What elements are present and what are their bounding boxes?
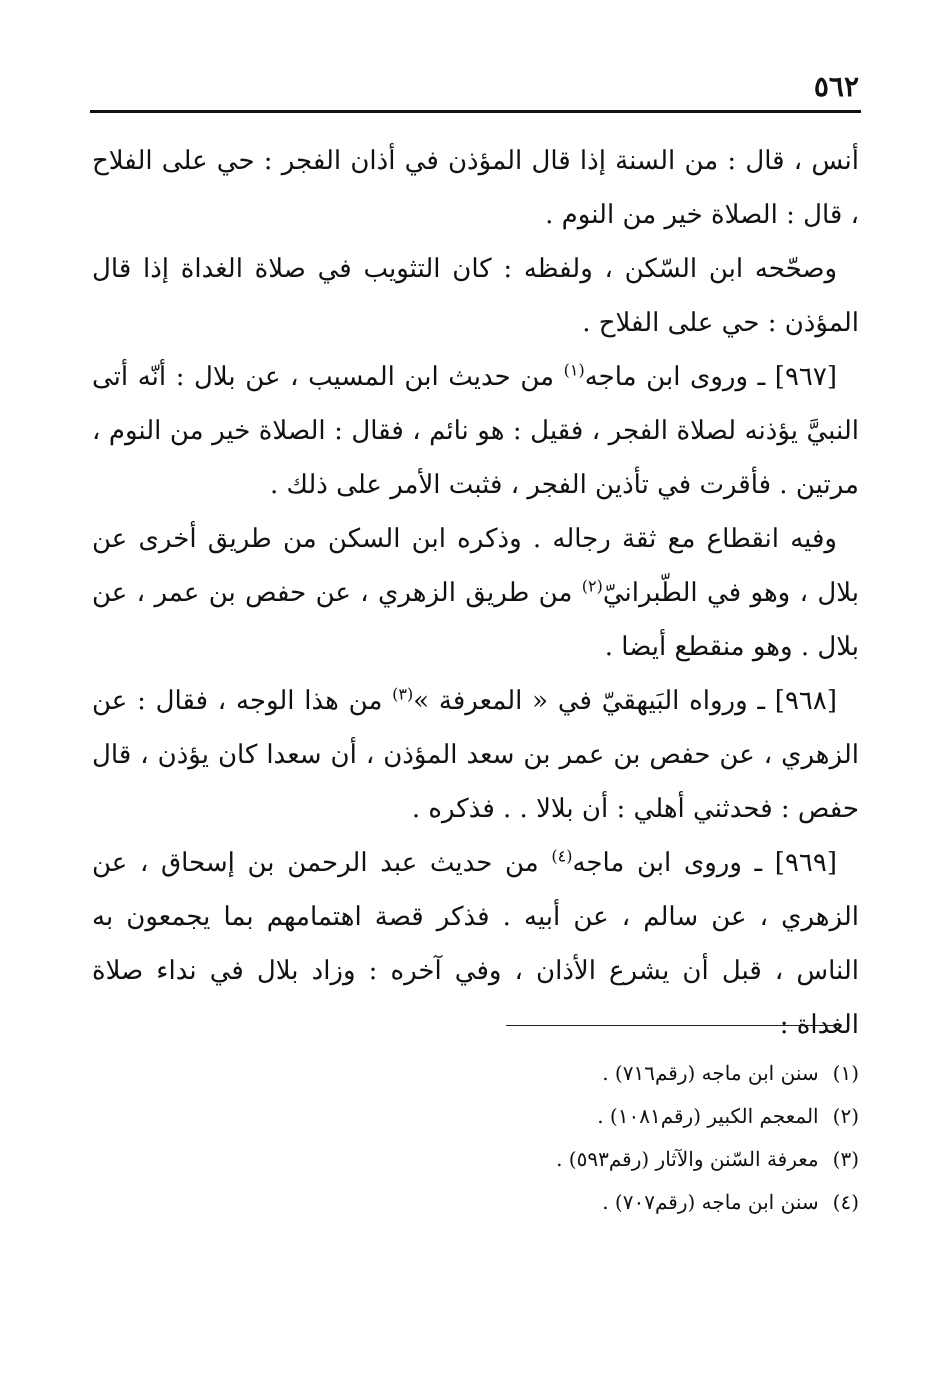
paragraph-text: من طريق الزهري ، عن حفص بن عمر ، عن بلال . وهو منقطع أيضا . [92,578,859,662]
footnote-reference[interactable]: (٤) [551,846,573,866]
paragraph-text: [٩٦٩] ـ وروى ابن ماجه [572,848,838,878]
footnotes [92,1052,859,1224]
paragraph-text: من حديث ابن المسيب ، عن بلال : أنّه أتى النبيَّ يؤذنه لصلاة الفجر ، فقيل : هو نائم ، فقال : الصلاة خير من النوم ، مرتين . فأقرت في تأذين الفجر ، فثبت الأمر على ذلك . [92,362,859,500]
footnote-reference[interactable]: (٢) [581,576,603,596]
paragraph-text: من هذا الوجه ، فقال : عن الزهري ، عن حفص بن عمر بن سعد المؤذن ، أن سعدا كان يؤذن ، قال حفص : فحدثني أهلي : أن بلالا . . فذكره . [92,686,859,824]
header-rule [90,110,861,113]
paragraph-text: وفيه انقطاع مع ثقة رجاله . وذكره ابن السكن من طريق أخرى عن بلال ، وهو في الطّبرانيّ [92,524,859,608]
footnote-text: المعجم الكبير (رقم١٠٨١) . [597,1104,819,1128]
paragraph [92,242,859,350]
paragraph-hadith-967 [92,350,859,512]
paragraph [92,134,859,242]
footnote-reference[interactable]: (٣) [392,684,414,704]
footnote-item [92,1181,859,1224]
page-number: ٥٦٢ [813,70,859,103]
footnote-number: (٢) [832,1104,859,1128]
footnote-number: (٤) [832,1190,859,1214]
paragraph-text: [٩٦٧] ـ وروى ابن ماجه [584,362,838,392]
paragraph-text: [٩٦٨] ـ ورواه البَيهقيّ في « المعرفة » [413,686,837,716]
footnote-number: (٣) [832,1147,859,1171]
footnote-rule [506,1025,836,1026]
paragraph-hadith-968 [92,674,859,836]
footnote-reference[interactable]: (١) [563,360,585,380]
paragraph [92,512,859,674]
footnote-number: (١) [832,1061,859,1085]
footnote-item [92,1095,859,1138]
paragraph-hadith-969 [92,836,859,1052]
paragraph-text: من حديث عبد الرحمن بن إسحاق ، عن الزهري ، عن سالم ، عن أبيه . فذكر قصة اهتمامهم بما يجمعون به الناس ، قبل أن يشرع الأذان ، وفي آخره : وزاد بلال في نداء صلاة الغداة : [92,848,859,1040]
paragraph-text: وصحّحه ابن السّكن ، ولفظه : كان التثويب في صلاة الغداة إذا قال المؤذن : حي على الفلاح . [92,254,859,338]
paragraph-text: أنس ، قال : من السنة إذا قال المؤذن في أذان الفجر : حي على الفلاح ، قال : الصلاة خير من النوم . [92,146,859,230]
footnote-item [92,1138,859,1181]
body-text [92,134,859,1052]
footnote-item [92,1052,859,1095]
footnote-text: سنن ابن ماجه (رقم٧١٦) . [602,1061,819,1085]
footnote-text: سنن ابن ماجه (رقم٧٠٧) . [602,1190,819,1214]
footnote-text: معرفة السّنن والآثار (رقم٥٩٣) . [556,1147,819,1171]
